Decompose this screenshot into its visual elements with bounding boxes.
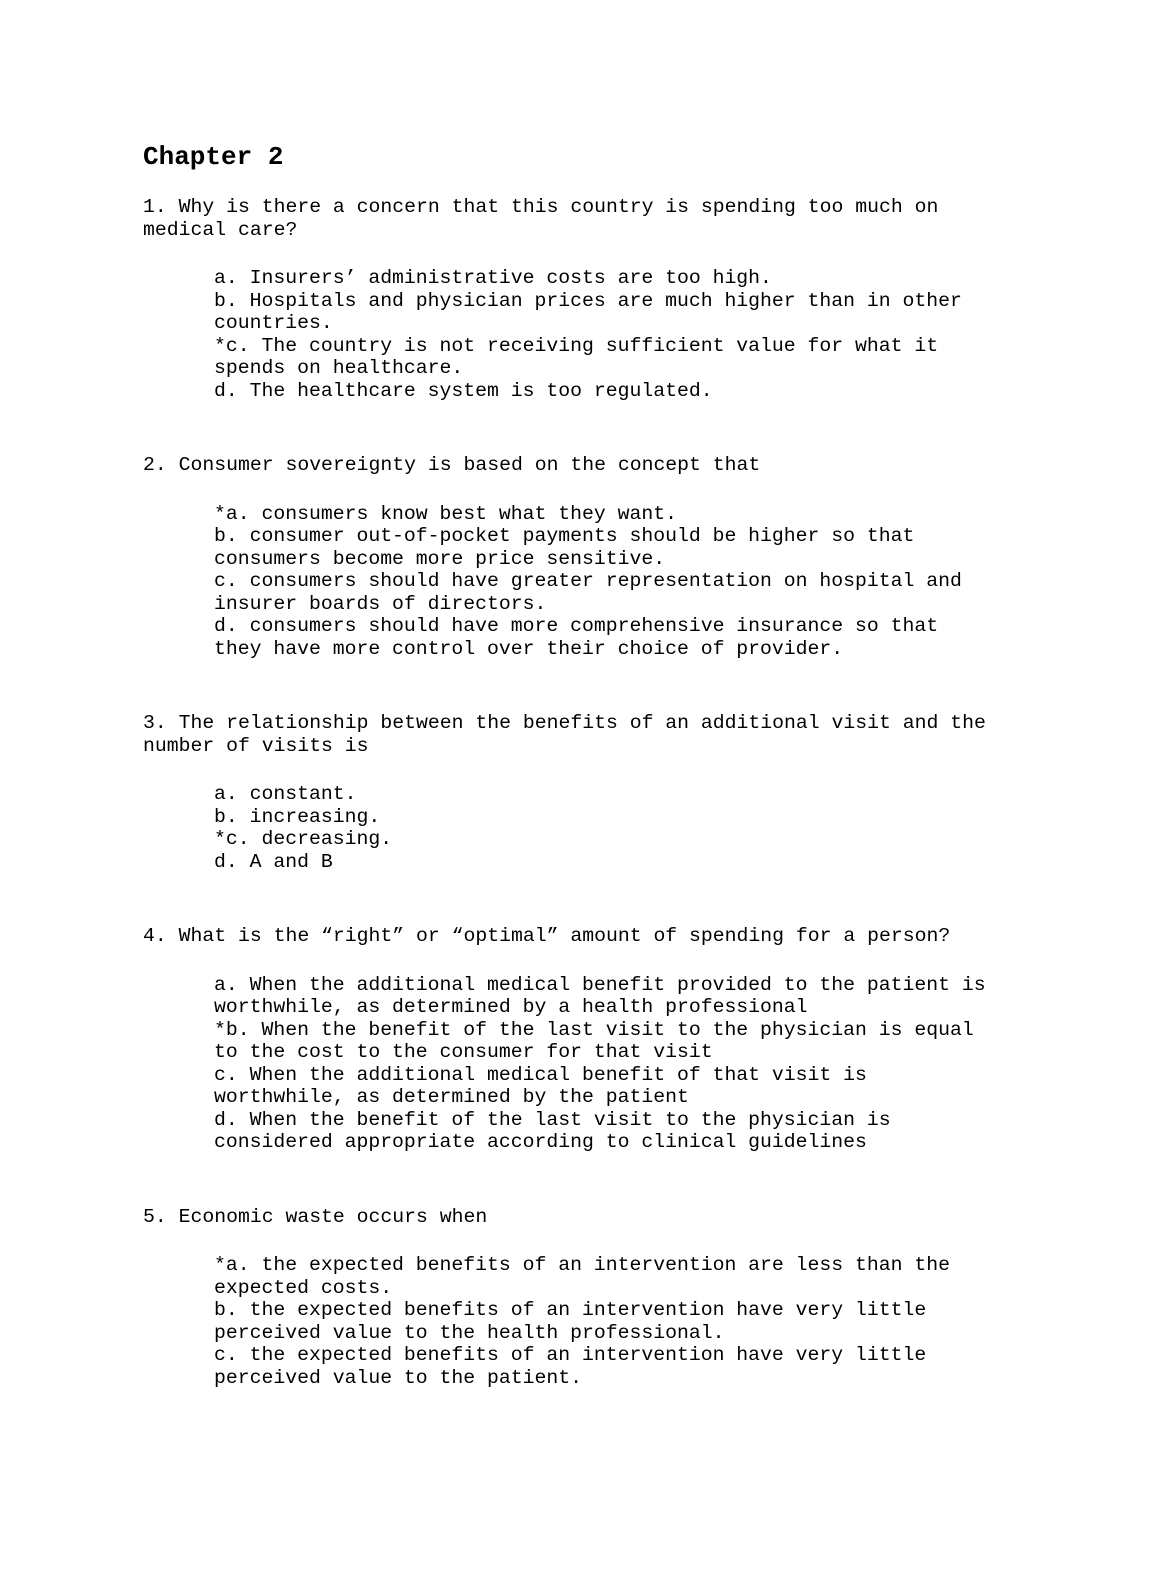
question-2-options [214, 503, 1013, 661]
question-4-options [214, 974, 1013, 1154]
question-2-option-d: d. consumers should have more comprehensive insurance so that they have more control over their choice of provider. [214, 615, 939, 660]
question-3 [143, 712, 1013, 873]
question-1-option-a: a. Insurers’ administrative costs are too high. [214, 267, 772, 289]
question-5-option-b: b. the expected benefits of an intervention have very little perceived value to the health professional. [214, 1299, 927, 1344]
question-3-option-a: a. constant. [214, 783, 357, 805]
question-3-option-d: d. A and B [214, 850, 333, 873]
question-5-option-a: *a. the expected benefits of an intervention are less than the expected costs. [214, 1254, 950, 1299]
question-2 [143, 454, 1013, 660]
question-3-options [214, 783, 1013, 873]
question-4-option-c: c. When the additional medical benefit of that visit is worthwhile, as determined by the patient [214, 1063, 867, 1108]
chapter-title: Chapter 2 [143, 142, 284, 172]
question-2-option-c: c. consumers should have greater representation on hospital and insurer boards of directors. [214, 570, 962, 615]
question-4-option-b: *b. When the benefit of the last visit to the physician is equal to the cost to the consumer for that visit [214, 1018, 974, 1063]
question-1-option-c: *c. The country is not receiving sufficient value for what it spends on healthcare. [214, 334, 939, 379]
question-5-text: 5. Economic waste occurs when [143, 1205, 488, 1228]
question-1-options [214, 267, 1013, 402]
question-1-option-b: b. Hospitals and physician prices are much higher than in other countries. [214, 289, 962, 334]
question-1-text: 1. Why is there a concern that this country is spending too much on medical care? [143, 196, 939, 241]
question-3-text: 3. The relationship between the benefits of an additional visit and the number of visits is [143, 712, 986, 757]
question-1-option-d: d. The healthcare system is too regulated. [214, 379, 713, 402]
question-2-option-b: b. consumer out-of-pocket payments should be higher so that consumers become more price sensitive. [214, 525, 915, 570]
question-2-text: 2. Consumer sovereignty is based on the concept that [143, 454, 761, 476]
question-1 [143, 196, 1013, 402]
question-3-option-b: b. increasing. [214, 805, 381, 828]
document-page [143, 140, 1013, 1389]
question-5-option-c: c. the expected benefits of an intervention have very little perceived value to the patient. [214, 1344, 927, 1389]
question-4-text: 4. What is the “right” or “optimal” amount of spending for a person? [143, 925, 951, 947]
question-4 [143, 925, 1013, 1154]
question-5-options [214, 1254, 1013, 1389]
question-4-option-d: d. When the benefit of the last visit to the physician is considered appropriate according to clinical guidelines [214, 1108, 891, 1153]
question-5 [143, 1206, 1013, 1390]
question-4-option-a: a. When the additional medical benefit provided to the patient is worthwhile, as determined by a health professional [214, 973, 986, 1018]
question-3-option-c: *c. decreasing. [214, 828, 393, 850]
question-2-option-a: *a. consumers know best what they want. [214, 502, 677, 525]
